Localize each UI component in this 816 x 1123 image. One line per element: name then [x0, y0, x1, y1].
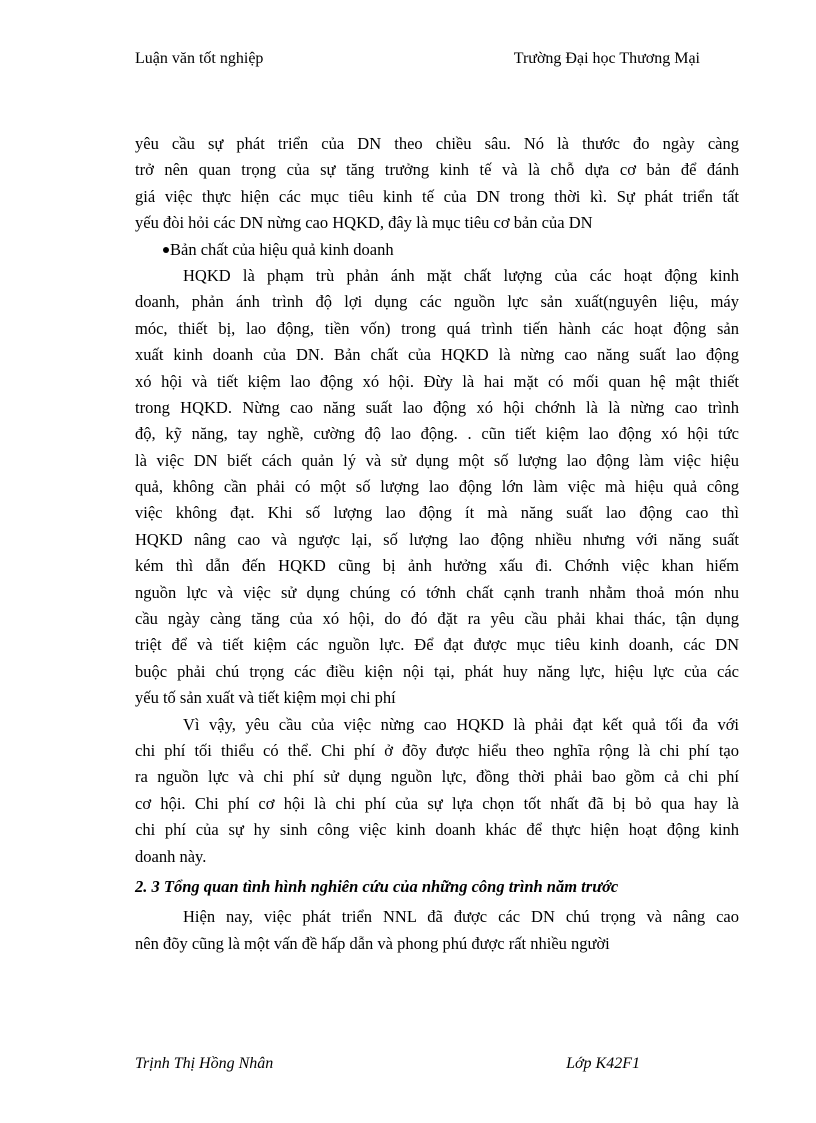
- page-footer: [135, 1055, 640, 1077]
- body-line: nên đõy cũng là một vấn đề hấp dẫn và phong phú được rất nhiều người: [135, 933, 610, 953]
- header-right-text: Trường Đại học Thương Mại: [513, 50, 700, 67]
- bullet-dot-icon: [163, 247, 169, 253]
- section-heading: 2. 3 Tổng quan tình hình nghiên cứu của những công trình năm trước: [135, 876, 619, 896]
- body-line: giá việc thực hiện các mục tiêu kinh tế của DN trong thời kì. Sự phát triển tất: [135, 186, 739, 206]
- body-line: trở nên quan trọng của sự tăng trưởng kinh tế và là chỗ dựa cơ bản để đánh: [135, 160, 739, 180]
- body-line: cầu ngày càng tăng của xó hội, do đó đặt ra yêu cầu phải khai thác, tận dụng: [135, 609, 739, 629]
- body-line: là việc DN biết cách quản lý và sử dụng một số lượng lao động làm việc hiệu: [135, 450, 739, 470]
- body-line: yếu đòi hỏi các DN nừng cao HQKD, đây là mục tiêu cơ bản của DN: [135, 213, 593, 233]
- body-line: trong HQKD. Nừng cao năng suất lao động xó hội chớnh là là nừng cao trình: [135, 397, 739, 417]
- body-line: chi phí tối thiểu có thể. Chi phí ở đõy được hiểu theo nghĩa rộng là chi phí tạo: [135, 740, 739, 760]
- body-line: doanh này.: [135, 846, 207, 866]
- body-line: triệt để và tiết kiệm các nguồn lực. Để đạt được mục tiêu kinh doanh, các DN: [135, 635, 739, 655]
- body-line: ra nguồn lực và chi phí sử dụng nguồn lực, đồng thời phải bao gồm cả chi phí: [135, 767, 739, 787]
- body-line: móc, thiết bị, lao động, tiền vốn) trong quá trình tiến hành các hoạt động sản: [135, 318, 739, 338]
- body-line: xuất kinh doanh của DN. Bản chất của HQKD là nừng cao năng suất lao động: [135, 345, 739, 365]
- body-line: việc không đạt. Khi số lượng lao động ít mà năng suất lao động cao thì: [135, 503, 739, 523]
- bullet-item: [135, 237, 739, 263]
- body-line: cơ hội. Chi phí cơ hội là chi phí của sự lựa chọn tốt nhất đã bị bỏ qua hay là: [135, 793, 739, 813]
- body-line: nguồn lực và việc sử dụng chúng có tớnh chất cạnh tranh nhằm thoả món nhu: [135, 582, 739, 602]
- body-line: buộc phải chú trọng các điều kiện nội tại, phát huy năng lực, hiệu lực của các: [135, 661, 739, 681]
- body-line: độ, kỹ năng, tay nghề, cường độ lao động. . cũn tiết kiệm lao động xó hội tức: [135, 424, 739, 444]
- body-line: Vì vậy, yêu cầu của việc nừng cao HQKD là phải đạt kết quả tối đa với: [183, 714, 739, 734]
- body-line: doanh, phản ánh trình độ lợi dụng các nguồn lực sản xuất(nguyên liệu, máy: [135, 292, 739, 312]
- bullet-text: Bản chất của hiệu quả kinh doanh: [170, 239, 394, 259]
- body-line: chi phí của sự hy sinh công việc kinh doanh khác để thực hiện hoạt động kinh: [135, 820, 739, 840]
- body-line: HQKD là phạm trù phản ánh mặt chất lượng của các hoạt động kinh: [183, 265, 739, 285]
- body-line: xó hội và tiết kiệm lao động xó hội. Đừy là hai mặt có mối quan hệ mật thiết: [135, 371, 739, 391]
- body-line: quả, không cần phải có một số lượng lao động lớn làm việc mà hiệu quả công: [135, 477, 739, 497]
- footer-author: Trịnh Thị Hồng Nhân: [135, 1055, 274, 1072]
- body-line: HQKD nâng cao và ngược lại, số lượng lao động nhiều nhưng với năng suất: [135, 529, 739, 549]
- body-line: yếu tố sản xuất và tiết kiệm mọi chi phí: [135, 688, 396, 708]
- page-header: [135, 50, 700, 72]
- body-line: kém thì dẫn đến HQKD cũng bị ảnh hưởng xấu đi. Chớnh việc khan hiếm: [135, 556, 739, 576]
- header-left-text: Luận văn tốt nghiệp: [135, 50, 264, 67]
- footer-class: Lớp K42F1: [566, 1055, 640, 1072]
- body-line: yêu cầu sự phát triển của DN theo chiều sâu. Nó là thước đo ngày càng: [135, 134, 739, 153]
- document-body: [135, 131, 739, 957]
- body-line: Hiện nay, việc phát triển NNL đã được các DN chú trọng và nâng cao: [183, 907, 739, 927]
